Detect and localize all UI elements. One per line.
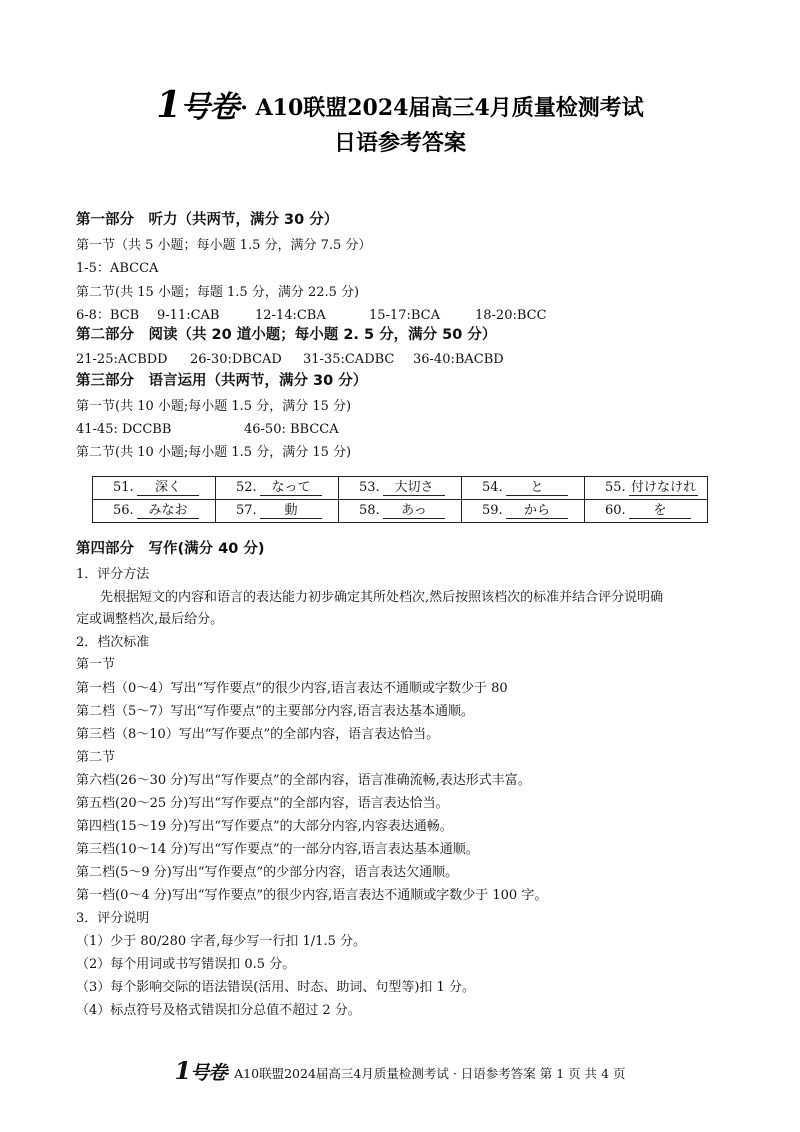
answer-group: 9-11:CAB: [157, 308, 220, 323]
page-footer: [0, 1056, 800, 1085]
part3-sec1-heading: 第一节(共 10 小题;每小题 1.5 分，满分 15 分): [76, 399, 352, 414]
answer-group: 41-45: DCCBB: [76, 422, 172, 437]
answer-cell: 58. あっ: [339, 500, 462, 523]
answer-group: 31-35:CADBC: [303, 352, 395, 367]
part1-heading: 第一部分 听力（共两节，满分 30 分）: [76, 212, 339, 228]
part2-heading: 第二部分 阅读（共 20 道小题；每小题 2. 5 分，满分 50 分）: [76, 327, 497, 343]
answer-group: 6-8：BCB: [76, 308, 140, 323]
part2-answers: [76, 351, 504, 369]
answer-group: 26-30:DBCAD: [190, 352, 282, 367]
exam-title-text: · A10联盟2024届高三4月质量检测考试: [240, 95, 644, 121]
level-line: 第四档(15～19 分)写出“写作要点”的大部分内容,内容表达通畅。: [76, 819, 453, 834]
answer-group: 36-40:BACBD: [413, 352, 504, 367]
answer-group: 15-17:BCA: [369, 308, 440, 323]
answer-cell: 59. から: [462, 500, 585, 523]
part1-sec2-heading: 第二节(共 15 小题；每题 1.5 分，满分 22.5 分): [76, 285, 360, 300]
answer-cell: 56. みなお: [93, 500, 216, 523]
note-line: （1）少于 80/280 字者,每少写一行扣 1/1.5 分。: [76, 934, 366, 949]
part1-sec1-heading: 第一节（共 5 小题；每小题 1.5 分，满分 7.5 分）: [76, 238, 372, 253]
note-line: （2）每个用词或书写错误扣 0.5 分。: [76, 957, 296, 972]
footer-text: · A10联盟2024届高三4月质量检测考试 · 日语参考答案 第 1 页 共 4 页: [226, 1066, 626, 1081]
answer-group: 21-25:ACBDD: [76, 352, 168, 367]
level-line: 第一档(0～4 分)写出“写作要点”的很少内容,语言表达不通顺或字数少于 100 字。: [76, 888, 548, 903]
part4-item2: 2．档次标准: [76, 635, 150, 650]
level-line: 第五档(20～25 分)写出“写作要点”的全部内容，语言表达恰当。: [76, 796, 449, 811]
part4-item1: 1．评分方法: [76, 567, 150, 582]
part3-heading: 第三部分 语言运用（共两节，满分 30 分）: [76, 373, 368, 389]
level-line: 第六档(26～30 分)写出“写作要点”的全部内容，语言准确流畅,表达形式丰富。: [76, 773, 531, 788]
table-row: [93, 500, 708, 523]
answer-cell: 52. なって: [216, 477, 339, 500]
answer-group: 46-50: BBCCA: [244, 422, 339, 437]
answer-cell: 53. 大切さ: [339, 477, 462, 500]
answer-cell: 54. と: [462, 477, 585, 500]
answer-cell: 60. を: [585, 500, 708, 523]
table-row: [93, 477, 708, 500]
note-line: （4）标点符号及格式错误扣分总值不超过 2 分。: [76, 1003, 361, 1018]
answer-group: 12-14:CBA: [255, 308, 326, 323]
note-line: （3）每个影响交际的语法错误(活用、时态、助词、句型等)扣 1 分。: [76, 980, 475, 995]
level-line: 第一档（0～4）写出“写作要点”的很少内容,语言表达不通顺或字数少于 80: [76, 681, 508, 696]
level-line: 第三档（8～10）写出“写作要点”的全部内容，语言表达恰当。: [76, 727, 440, 742]
level-line: 第三档(10～14 分)写出“写作要点”的一部分内容,语言表达基本通顺。: [76, 842, 479, 857]
exam-title: [0, 82, 800, 126]
part3-sec2-heading: 第二节(共 10 小题;每小题 1.5 分，满分 15 分): [76, 445, 352, 460]
fill-in-answer-table: [92, 476, 708, 523]
part3-sec1-answers: [76, 421, 339, 439]
answer-cell: 57. 動: [216, 500, 339, 523]
level-line: 第二档(5～9 分)写出“写作要点”的少部分内容，语言表达欠通顺。: [76, 865, 459, 880]
section1-label: 第一节: [76, 657, 116, 672]
level-line: 第二档（5～7）写出“写作要点”的主要部分内容,语言表达基本通顺。: [76, 704, 474, 719]
answer-group: 18-20:BCC: [475, 308, 547, 323]
footer-logo: 1号卷: [174, 1056, 227, 1085]
section2-label: 第二节: [76, 750, 116, 765]
exam-logo: 1号卷: [156, 84, 239, 126]
part1-sec1-answers: 1-5：ABCCA: [76, 261, 159, 276]
method-text-2: 定或调整档次,最后给分。: [76, 612, 224, 627]
page-subtitle: 日语参考答案: [333, 130, 466, 156]
part4-heading: 第四部分 写作(满分 40 分): [76, 541, 265, 557]
answer-cell: 55. 付けなけれ: [585, 477, 708, 500]
method-text-1: 先根据短文的内容和语言的表达能力初步确定其所处档次,然后按照该档次的标准并结合评分说明确: [100, 590, 664, 605]
answer-cell: 51. 深く: [93, 477, 216, 500]
part4-item3: 3．评分说明: [76, 911, 150, 926]
part1-sec2-answers: [76, 307, 547, 325]
